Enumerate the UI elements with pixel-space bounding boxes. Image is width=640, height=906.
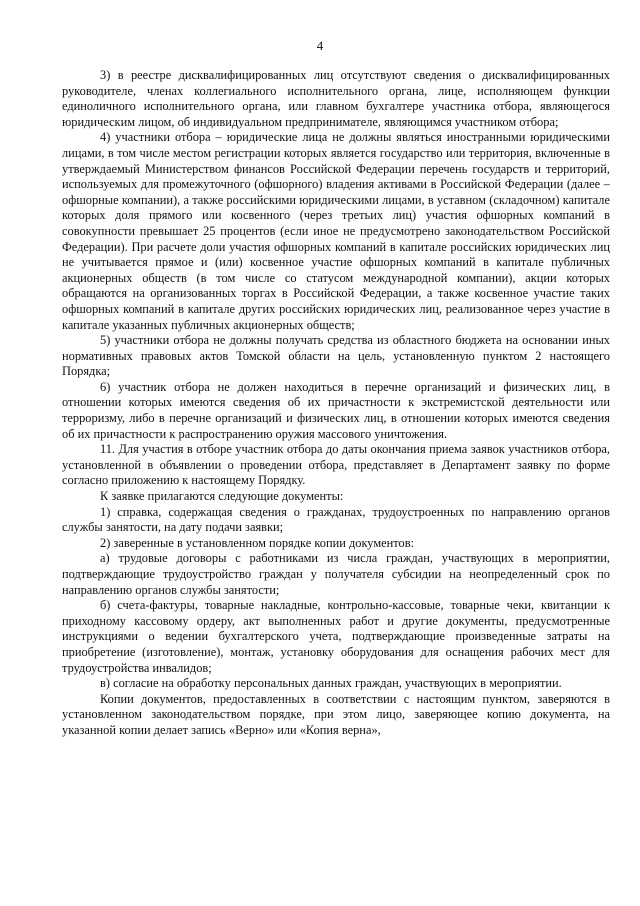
- document-body: [62, 68, 610, 739]
- paragraph-application-submission: 11. Для участия в отборе участник отбора до даты окончания приема заявок участников отбора, установленной в объявлении о проведении отбора, представляет в Департамент заявку по форме согласно приложению к настоящему Порядку.: [62, 442, 610, 488]
- paragraph-attached-documents: К заявке прилагаются следующие документы:: [100, 489, 344, 504]
- paragraph-certified-copies: 2) заверенные в установленном порядке копии документов:: [100, 535, 415, 550]
- paragraph-registry-disqualified: 3) в реестре дисквалифицированных лиц отсутствуют сведения о дисквалифицированных руководителе, членах коллегиального исполнительного органа, лице, исполняющем функции единоличного исполнительного органа, или главном бухгалтере участника отбора, являющегося юридическим лицом, об индивидуальном предпринимателе, являющимся участником отбора;: [62, 68, 610, 129]
- paragraph-invoices: б) счета-фактуры, товарные накладные, контрольно-кассовые, товарные чеки, квитанции к приходному кассовому ордеру, акт выполненных работ и другие документы, предусмотренные инструкциями о ведении бухгалтерского учета, подтверждающие произведенные затраты на приобретение (изготовление), монтаж, установку оборудования для оснащения рабочих мест для трудоустройства инвалидов;: [62, 598, 610, 675]
- paragraph-offshore-companies: 4) участники отбора – юридические лица не должны являться иностранными юридическими лицами, в том числе местом регистрации которых является государство или территория, включенные в утверждаемый Министерством финансов Российской Федерации перечень государств и территорий, используемых для промежуточного (офшорного) владения активами в Российской Федерации (далее – офшорные компании), а также российскими юридическими лицами, в уставном (складочном) капитале которых доля прямого или косвенного (через третьих лиц) участия офшорных компаний в совокупности превышает 25 процентов (если иное не предусмотрено законодательством Российской Федерации). При расчете доли участия офшорных компаний в капитале российских юридических лиц не учитывается прямое и (или) косвенное участие офшорных компаний в капитале публичных акционерных обществ (в том числе со статусом международной компании), акции которых обращаются на организованных торгах в Российской Федерации, а также косвенное участие таких офшорных компаний в капитале других российских юридических лиц, реализованное через участие в капитале указанных публичных акционерных обществ;: [62, 130, 610, 332]
- paragraph-labor-contracts: а) трудовые договоры с работниками из числа граждан, участвующих в мероприятии, подтверждающие трудоустройство граждан у получателя субсидии на неопределенный срок по направлению органов службы занятости;: [62, 551, 610, 597]
- paragraph-employment-certificate: 1) справка, содержащая сведения о гражданах, трудоустроенных по направлению органов службы занятости, на дату подачи заявки;: [62, 504, 610, 535]
- paragraph-personal-data-consent: в) согласие на обработку персональных данных граждан, участвующих в мероприятии.: [100, 676, 562, 691]
- paragraph-regional-budget: 5) участники отбора не должны получать средства из областного бюджета на основании иных нормативных правовых актов Томской области на цель, установленную пунктом 2 настоящего Порядка;: [62, 333, 610, 379]
- page-number: 4: [316, 38, 324, 53]
- paragraph-extremism-list: 6) участник отбора не должен находиться в перечне организаций и физических лиц, в отношении которых имеются сведения об их причастности к экстремистской деятельности или терроризму, либо в перечне организаций и физических лиц, в отношении которых имеются сведения об их причастности к распространению оружия массового уничтожения.: [62, 379, 610, 441]
- paragraph-copy-certification: Копии документов, предоставленных в соответствии с настоящим пунктом, заверяются в установленном законодательством порядке, при этом лицо, заверяющее копию документа, на указанной копии делает запись «Верно» или «Копия верна»,: [62, 691, 610, 737]
